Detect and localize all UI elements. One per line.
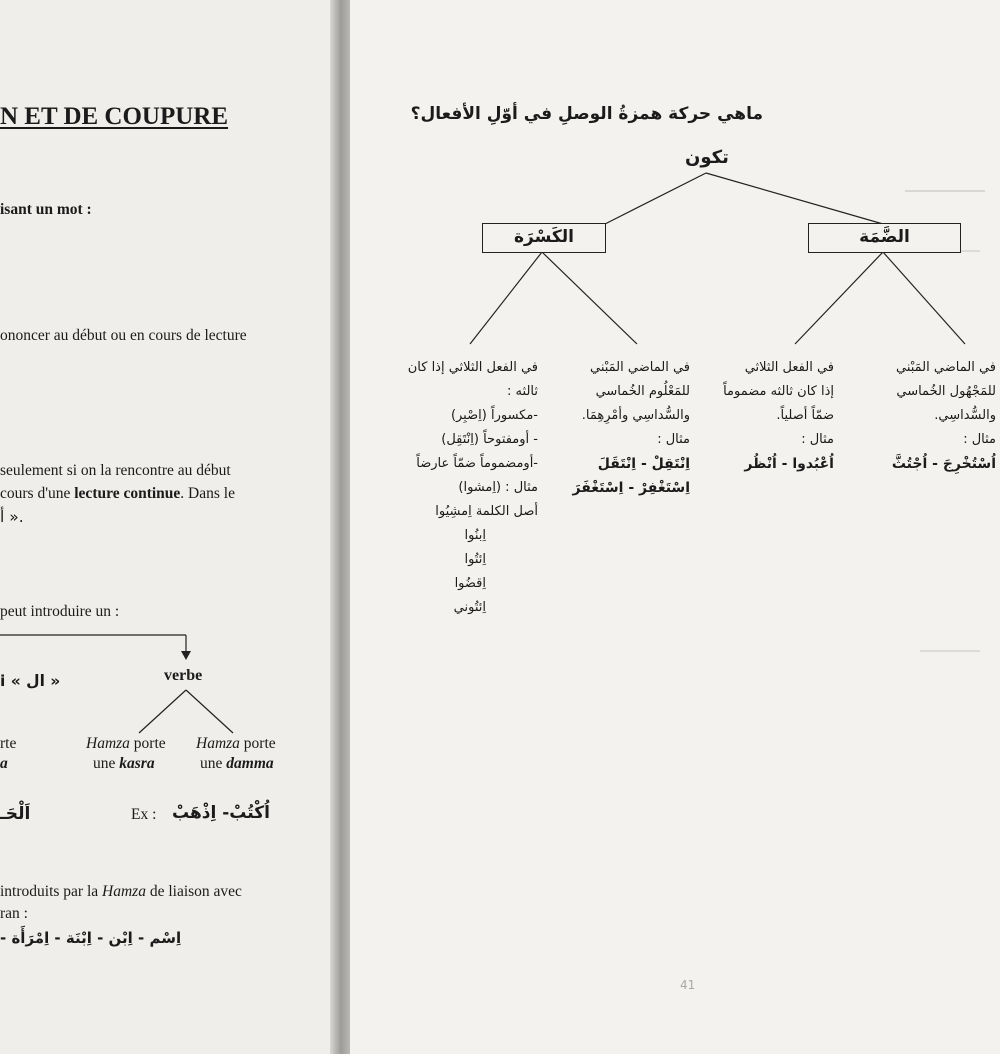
kasra-active-line: والسُّداسِي وأمْرِهِمَا. (581, 408, 690, 423)
damma-triliteral-line: إذا كان ثالثه مضموماً (723, 384, 834, 399)
damma-passive-line: والسُّداسِي. (934, 408, 996, 423)
damma-passive-example: اُسْتُخْرِجَ - اُجْتُثَّ (891, 456, 996, 472)
branch-kasra-triliteral (408, 356, 538, 620)
left-node-verbe: verbe (164, 667, 203, 684)
left-bottom-1-pre: introduits par la (0, 883, 99, 900)
damma-triliteral-line: مثال : (801, 432, 834, 447)
left-bottom-1-post: de liaison avec (149, 883, 242, 900)
right-page (350, 0, 1000, 1054)
kasra-triliteral-line: أصل الكلمة اِمشِيُوا (435, 504, 538, 519)
left-para-a: seulement si on la rencontre au début (0, 462, 231, 479)
damma-passive-line: في الماضي المَبْني (895, 360, 996, 375)
left-hamza-damma-1 (196, 735, 276, 753)
left-hamza-kasra-2 (93, 755, 155, 773)
diagram-question: ماهي حركة همزةُ الوصلِ في أوّلِ الأفعال؟ (410, 104, 763, 124)
box-kasra: الكَسْرَة (482, 223, 606, 253)
left-line-1: isant un mot : (0, 201, 92, 218)
branch-damma-triliteral (723, 356, 834, 476)
damma-triliteral-line: في الفعل الثلاثي (744, 360, 834, 375)
diagram-root: تكون (685, 147, 729, 168)
left-bottom-2: ran : (0, 905, 28, 922)
page-number: 41 (680, 978, 696, 992)
left-hamza-damma-word: Hamza (196, 735, 240, 752)
left-intro: peut introduire un : (0, 603, 120, 620)
kasra-triliteral-example: اِئتُوني (453, 600, 486, 615)
left-hamza-kasra-vowel: kasra (119, 755, 155, 772)
damma-triliteral-line: ضمّاً أصلياً. (776, 408, 834, 423)
left-page-heading: N ET DE COUPURE (0, 103, 229, 130)
kasra-triliteral-example: اِئتُوا (464, 552, 486, 567)
kasra-triliteral-line: -مكسوراً (اِصْبِر) (450, 408, 538, 423)
damma-passive-line: للمَجْهُول الخُماسي (896, 384, 996, 399)
left-bottom-arabic: اِسْم - اِبْن - اِبْنَة - اِمْرَأَة - (0, 929, 182, 947)
branch-kasra-active (573, 356, 691, 500)
left-node-article: i « ال » (0, 672, 61, 690)
left-hamza-kasra-porte: porte (133, 735, 166, 752)
left-hamza-kasra-une: une (93, 755, 116, 772)
left-line-2: ononcer au début ou en cours de lecture (0, 327, 247, 344)
left-hamza-damma-vowel: damma (226, 755, 274, 772)
damma-triliteral-example: اُعْبُدوا - اُنْظُر (744, 456, 834, 472)
left-page (0, 0, 338, 1054)
left-hamza-kasra-word: Hamza (86, 735, 130, 752)
kasra-triliteral-example: اِقضُوا (454, 576, 486, 591)
left-para-b-pre: cours d'une (0, 485, 71, 502)
kasra-triliteral-line: - أومفتوحاً (اِنْتَقِل) (441, 432, 538, 447)
kasra-active-example: اِسْتَغْفِرْ - اِسْتَغْفَرَ (572, 480, 690, 496)
kasra-triliteral-example: اِبنُوا (464, 528, 486, 543)
left-hamza-damma-2 (200, 755, 274, 773)
left-hamza-damma-porte: porte (243, 735, 276, 752)
left-para-c: أ ». (0, 508, 24, 526)
left-ex-left-arabic: اَلْحَـ (0, 804, 31, 824)
kasra-active-line: للمَعْلُوم الخُماسي (595, 384, 690, 399)
left-bottom-1 (0, 883, 242, 901)
left-hamza-damma-une: une (200, 755, 223, 772)
left-para-b-post: . Dans le (180, 485, 235, 502)
kasra-active-line: في الماضي المَبْني (589, 360, 690, 375)
damma-passive-line: مثال : (963, 432, 996, 447)
left-ex-arabic: اُكْتُبْ- اِذْهَبْ (172, 803, 270, 823)
left-bottom-1-hamza: Hamza (102, 883, 146, 900)
kasra-triliteral-line: في الفعل الثلاثي إذا كان (407, 360, 538, 375)
left-para-b-bold: lecture continue (74, 485, 181, 502)
left-hamza-left-2: a (0, 755, 8, 772)
kasra-triliteral-line: ثالثه : (507, 384, 538, 399)
left-hamza-kasra-1 (86, 735, 166, 753)
left-ex-label: Ex : (131, 806, 157, 823)
branch-damma-passive (892, 356, 996, 476)
left-hamza-left-1: rte (0, 735, 17, 752)
kasra-triliteral-line: -أومضموماً ضمّاً عارضاً (416, 456, 538, 471)
kasra-active-line: مثال : (657, 432, 690, 447)
box-damma: الضَّمَة (808, 223, 961, 253)
kasra-active-example: اِنْتَقِلْ - اِنْتَقَلَ (597, 456, 690, 472)
kasra-triliteral-line: مثال : (اِمشوا) (458, 480, 538, 495)
